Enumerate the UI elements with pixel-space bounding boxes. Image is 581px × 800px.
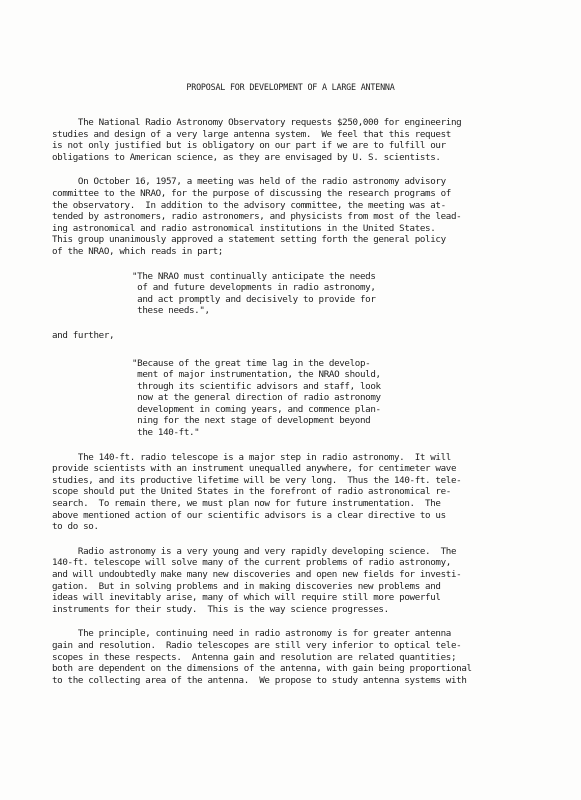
text-line: "Because of the great time lag in the develop- <box>132 357 371 369</box>
document-body <box>52 117 552 699</box>
text-line: obligations to American science, as they are envisaged by U. S. scientists. <box>52 151 441 163</box>
text-line: 140-ft. telescope will solve many of the current problems of radio astronomy, <box>52 557 451 569</box>
paragraph <box>52 628 552 686</box>
text-line: of the NRAO, which reads in part; <box>52 245 223 257</box>
text-line: and further, <box>52 329 115 341</box>
text-line: development in coming years, and commence plan- <box>132 403 381 415</box>
text-line: to the collecting area of the antenna. We propose to study antenna systems with <box>52 674 467 686</box>
lead-in-text <box>52 330 552 342</box>
text-line: is not only justified but is obligatory on our part if we are to fulfill our <box>52 140 446 152</box>
text-line: provide scientists with an instrument unequalled anywhere, for centimeter wave <box>52 463 457 475</box>
document-title: PROPOSAL FOR DEVELOPMENT OF A LARGE ANTENNA <box>186 82 395 92</box>
text-line: instruments for their study. This is the way science progresses. <box>52 603 389 615</box>
text-line: ning for the next stage of development beyond <box>132 415 371 427</box>
text-line: above mentioned action of our scientific advisors is a clear directive to us <box>52 509 446 521</box>
text-line: gation. But in solving problems and in making discoveries new problems and <box>52 580 441 592</box>
block-quote <box>52 358 552 439</box>
paragraph <box>52 117 552 163</box>
text-line: and will undoubtedly make many new discoveries and open new fields for investi- <box>52 569 462 580</box>
text-line: scope should put the United States in the forefront of radio astronomical re- <box>52 486 451 498</box>
text-line: and act promptly and decisively to provide for <box>132 293 376 305</box>
text-line: both are dependent on the dimensions of the antenna, with gain being proportional <box>52 663 472 675</box>
text-line: through its scientific advisors and staff, look <box>132 380 381 392</box>
text-line: of and future developments in radio astronomy, <box>132 282 376 294</box>
block-quote <box>52 271 552 317</box>
text-line: studies and design of a very large antenna system. We feel that this request <box>52 128 451 140</box>
text-line: the observatory. In addition to the advisory committee, the meeting was at- <box>52 199 446 211</box>
text-line: ing astronomical and radio astronomical institutions in the United States. <box>52 222 436 234</box>
text-line: committee to the NRAO, for the purpose of discussing the research programs of <box>52 187 451 199</box>
text-line: ideas will inevitably arise, many of which will require still more powerful <box>52 592 441 604</box>
text-line: ment of major instrumentation, the NRAO should, <box>132 369 381 381</box>
text-line: now at the general direction of radio astronomy <box>132 392 381 404</box>
text-line: scopes in these respects. Antenna gain and resolution are related quantities; <box>52 651 457 663</box>
text-line: tended by astronomers, radio astronomers, and physicists from most of the lead- <box>52 211 462 223</box>
text-line: On October 16, 1957, a meeting was held of the radio astronomy advisory <box>52 176 446 188</box>
text-line: search. To remain there, we must plan now for future instrumentation. The <box>52 498 441 510</box>
text-line: Radio astronomy is a very young and very rapidly developing science. The <box>52 545 457 557</box>
text-line: gain and resolution. Radio telescopes are still very inferior to optical tele- <box>52 639 462 651</box>
text-line: This group unanimously approved a statement setting forth the general policy <box>52 234 446 246</box>
text-line: to do so. <box>52 521 99 533</box>
text-line: the 140-ft." <box>132 427 200 439</box>
text-line: studies, and its productive lifetime will be very long. Thus the 140-ft. tele- <box>52 474 462 486</box>
paragraph <box>52 452 552 533</box>
paragraph <box>52 176 552 257</box>
text-line: these needs.", <box>132 305 210 317</box>
text-line: "The NRAO must continually anticipate the needs <box>132 270 376 282</box>
text-line: The principle, continuing need in radio astronomy is for greater antenna <box>52 628 451 640</box>
paragraph <box>52 546 552 616</box>
text-line: The 140-ft. radio telescope is a major step in radio astronomy. It will <box>52 451 451 463</box>
text-line: The National Radio Astronomy Observatory requests $250,000 for engineering <box>52 117 462 128</box>
